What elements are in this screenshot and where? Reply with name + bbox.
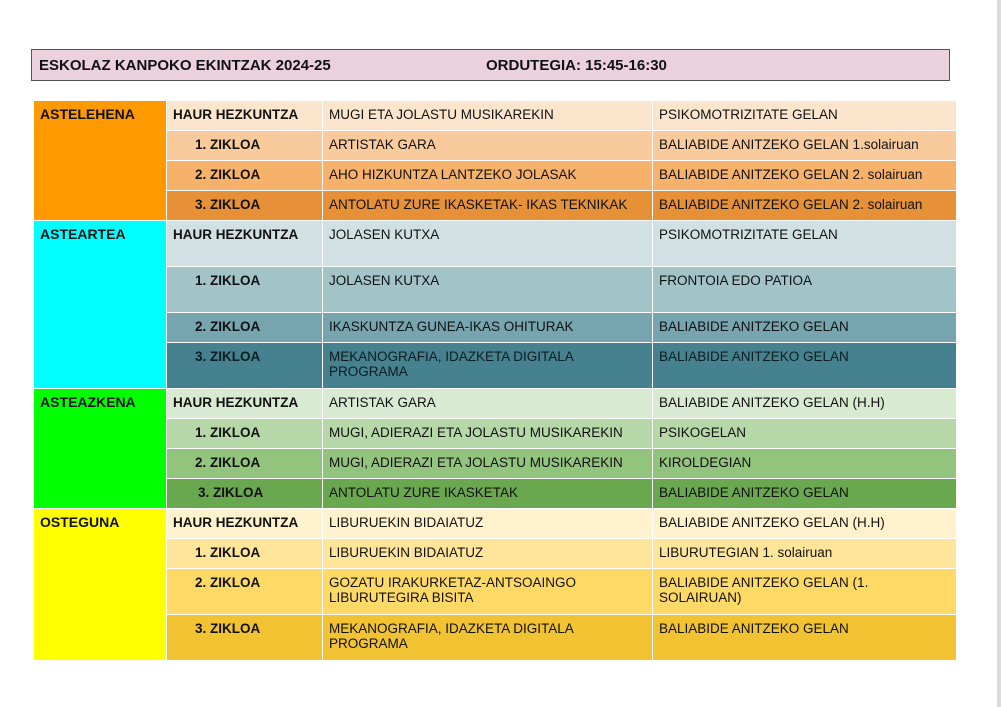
place-cell: BALIABIDE ANITZEKO GELAN 1.solairuan [653, 131, 957, 161]
level-cell: HAUR HEZKUNTZA [167, 389, 323, 419]
activity-cell: MEKANOGRAFIA, IDAZKETA DIGITALA PROGRAMA [323, 615, 653, 661]
level-cell: 1. ZIKLOA [167, 539, 323, 569]
activity-cell: ARTISTAK GARA [323, 389, 653, 419]
level-cell: 3. ZIKLOA [167, 479, 323, 509]
table-row [34, 343, 957, 389]
place-cell: PSIKOGELAN [653, 419, 957, 449]
level-cell: 3. ZIKLOA [167, 343, 323, 389]
table-row [34, 191, 957, 221]
place-cell: LIBURUTEGIAN 1. solairuan [653, 539, 957, 569]
title-bar [31, 49, 950, 81]
activity-cell: ANTOLATU ZURE IKASKETAK [323, 479, 653, 509]
level-cell: HAUR HEZKUNTZA [167, 221, 323, 267]
place-cell: BALIABIDE ANITZEKO GELAN [653, 615, 957, 661]
level-cell: 2. ZIKLOA [167, 449, 323, 479]
level-cell: HAUR HEZKUNTZA [167, 509, 323, 539]
level-cell: 1. ZIKLOA [167, 419, 323, 449]
activity-cell: MEKANOGRAFIA, IDAZKETA DIGITALA PROGRAMA [323, 343, 653, 389]
place-cell: KIROLDEGIAN [653, 449, 957, 479]
table-row [34, 539, 957, 569]
level-cell: 1. ZIKLOA [167, 131, 323, 161]
document-title: ESKOLAZ KANPOKO EKINTZAK 2024-25 [39, 57, 331, 74]
place-cell: BALIABIDE ANITZEKO GELAN (H.H) [653, 389, 957, 419]
day-cell: OSTEGUNA [34, 509, 167, 661]
place-cell: BALIABIDE ANITZEKO GELAN 2. solairuan [653, 161, 957, 191]
activity-cell: MUGI, ADIERAZI ETA JOLASTU MUSIKAREKIN [323, 419, 653, 449]
activity-cell: LIBURUEKIN BIDAIATUZ [323, 509, 653, 539]
place-cell: BALIABIDE ANITZEKO GELAN 2. solairuan [653, 191, 957, 221]
place-cell: FRONTOIA EDO PATIOA [653, 267, 957, 313]
level-cell: 2. ZIKLOA [167, 313, 323, 343]
table-row [34, 161, 957, 191]
table-row [34, 419, 957, 449]
level-cell: HAUR HEZKUNTZA [167, 101, 323, 131]
place-cell: BALIABIDE ANITZEKO GELAN [653, 343, 957, 389]
activity-cell: AHO HIZKUNTZA LANTZEKO JOLASAK [323, 161, 653, 191]
table-row [34, 479, 957, 509]
schedule-table [33, 100, 957, 661]
place-cell: PSIKOMOTRIZITATE GELAN [653, 101, 957, 131]
table-row [34, 313, 957, 343]
schedule-time: ORDUTEGIA: 15:45-16:30 [486, 57, 667, 74]
table-row [34, 449, 957, 479]
table-row [34, 615, 957, 661]
table-row [34, 389, 957, 419]
activity-cell: JOLASEN KUTXA [323, 221, 653, 267]
table-row [34, 509, 957, 539]
level-cell: 3. ZIKLOA [167, 191, 323, 221]
table-row [34, 267, 957, 313]
activity-cell: MUGI ETA JOLASTU MUSIKAREKIN [323, 101, 653, 131]
day-cell: ASTEAZKENA [34, 389, 167, 509]
activity-cell: ARTISTAK GARA [323, 131, 653, 161]
day-cell: ASTEARTEA [34, 221, 167, 389]
table-row [34, 101, 957, 131]
level-cell: 2. ZIKLOA [167, 569, 323, 615]
activity-cell: LIBURUEKIN BIDAIATUZ [323, 539, 653, 569]
page-edge [997, 0, 1001, 707]
level-cell: 2. ZIKLOA [167, 161, 323, 191]
activity-cell: JOLASEN KUTXA [323, 267, 653, 313]
table-row [34, 221, 957, 267]
level-cell: 3. ZIKLOA [167, 615, 323, 661]
day-cell: ASTELEHENA [34, 101, 167, 221]
activity-cell: IKASKUNTZA GUNEA-IKAS OHITURAK [323, 313, 653, 343]
place-cell: PSIKOMOTRIZITATE GELAN [653, 221, 957, 267]
activity-cell: GOZATU IRAKURKETAZ-ANTSOAINGO LIBURUTEGIRA BISITA [323, 569, 653, 615]
place-cell: BALIABIDE ANITZEKO GELAN [653, 313, 957, 343]
activity-cell: ANTOLATU ZURE IKASKETAK- IKAS TEKNIKAK [323, 191, 653, 221]
table-row [34, 569, 957, 615]
place-cell: BALIABIDE ANITZEKO GELAN [653, 479, 957, 509]
level-cell: 1. ZIKLOA [167, 267, 323, 313]
place-cell: BALIABIDE ANITZEKO GELAN (H.H) [653, 509, 957, 539]
table-row [34, 131, 957, 161]
activity-cell: MUGI, ADIERAZI ETA JOLASTU MUSIKAREKIN [323, 449, 653, 479]
place-cell: BALIABIDE ANITZEKO GELAN (1. SOLAIRUAN) [653, 569, 957, 615]
